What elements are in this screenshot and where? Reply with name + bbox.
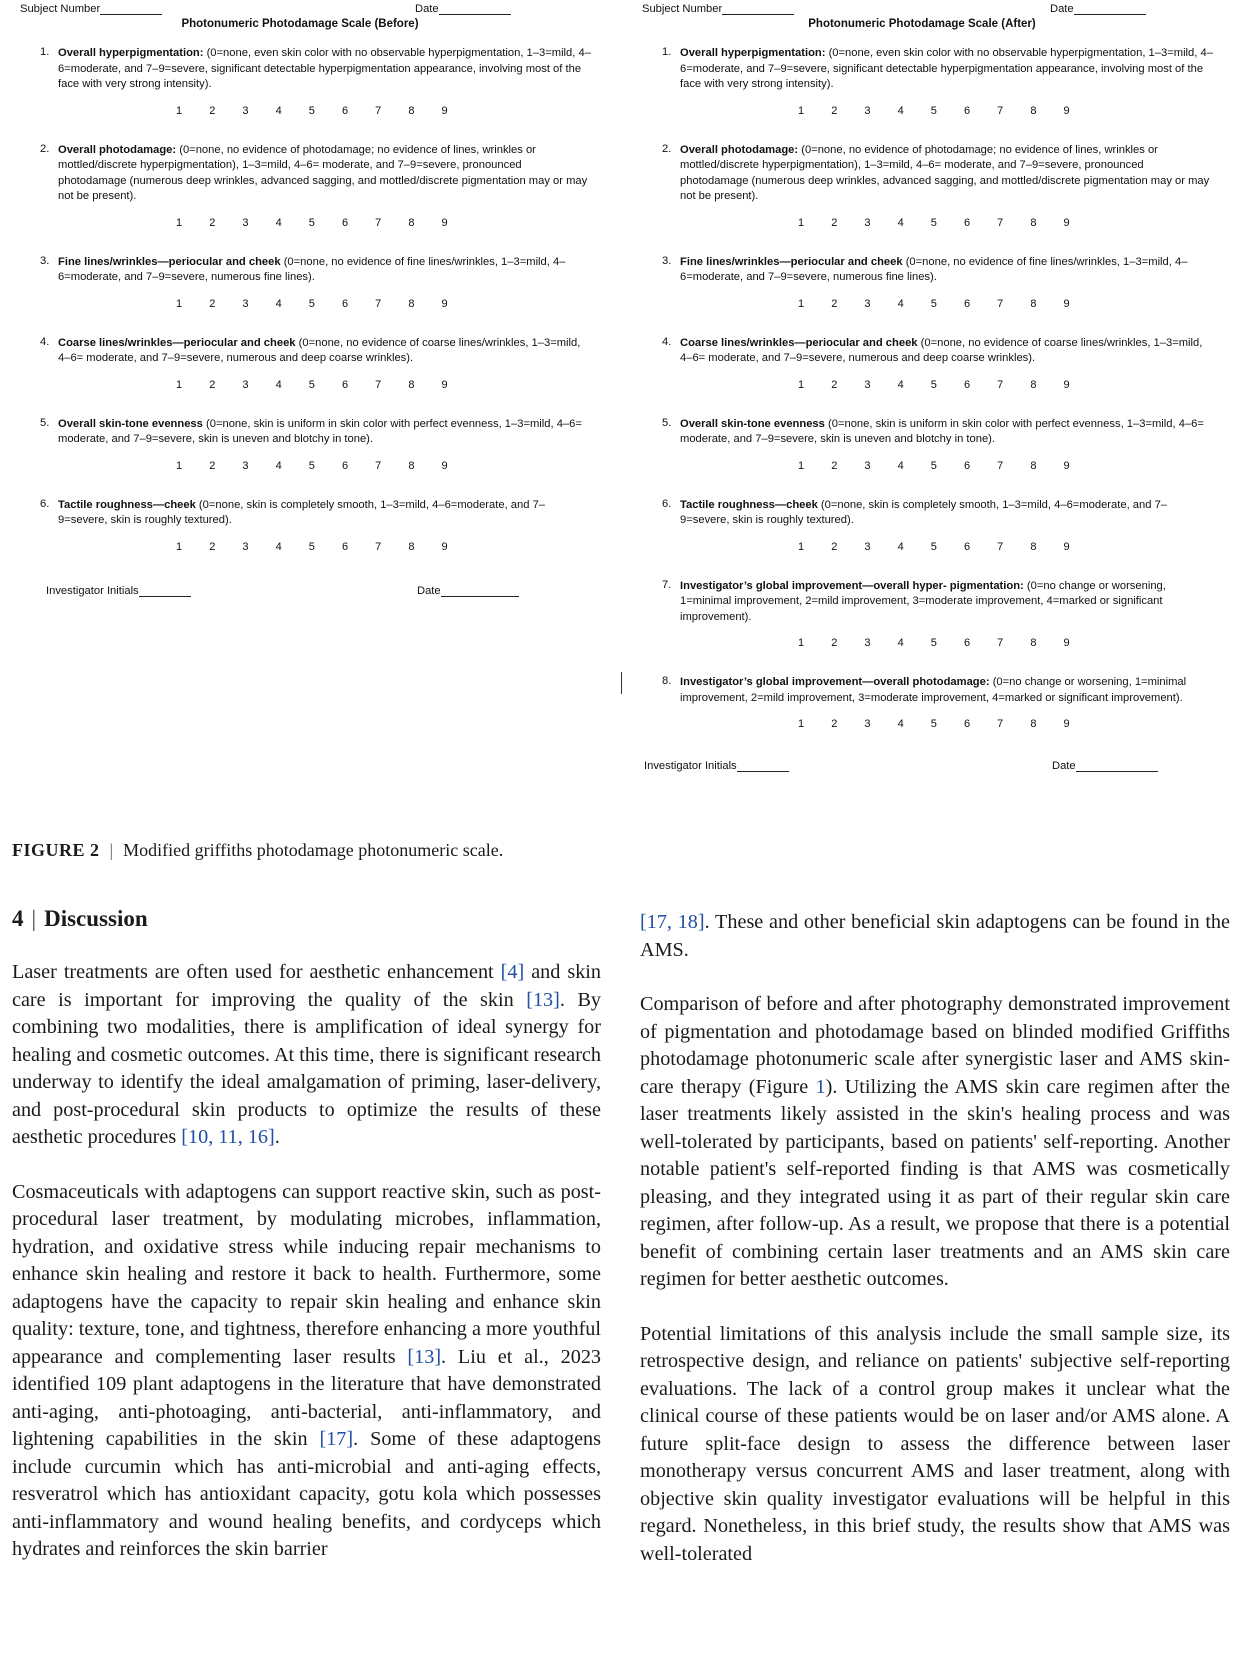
question-description: (0=none, no evidence of fine lines/wrinkles, 1–3=mild, 4–6=moderate, and 7–9=severe, numerous fine lines).: [680, 255, 1188, 283]
scale-option[interactable]: 8: [1030, 637, 1037, 649]
question-item: [20, 498, 610, 553]
scale-option[interactable]: 5: [930, 637, 937, 649]
scale-option[interactable]: 3: [242, 216, 249, 229]
investigator-initials-label: Investigator Initials: [644, 760, 789, 772]
question-label: Fine lines/wrinkles—periocular and cheek: [680, 255, 903, 268]
scale-option[interactable]: 9: [1063, 216, 1070, 229]
paragraph-text: Cosmaceuticals with adaptogens can support reactive skin, such as post-procedural laser treatment, by modulating microbes, inflammation, hydration, and oxidative stress while inducing repair mechanisms to enhance skin healing and restore it back to health. Furthermore, some adaptogens have the capacity to repair skin healing and enhance skin quality: texture, tone, and tightness, therefore enhancing a more youthful appearance and complementing laser results: [12, 1180, 601, 1368]
question-text: [680, 579, 1215, 626]
question-label: Overall hyperpigmentation:: [58, 47, 204, 59]
paragraph-text: . Some of these adaptogens include curcumin which has anti-microbial and anti-aging effects, resveratrol which has antioxidant capacity, gotu kola which possesses anti-inflammatory and wound healing benefits, and cordyceps which hydrates and reinforces the skin barrier: [12, 1428, 602, 1560]
question-item: [642, 675, 1227, 730]
question-item: [20, 46, 610, 117]
scale-option[interactable]: 3: [864, 540, 871, 553]
caption-separator: |: [109, 840, 114, 860]
signature-row: [20, 585, 610, 605]
scale-option[interactable]: 5: [308, 297, 315, 310]
question-description: (0=none, even skin color with no observable hyperpigmentation, 1–3=mild, 4–6=moderate, and 7–9=severe, significant detectable hyperpigmentation appearance, involving most of the face with very strong intensity).: [58, 47, 591, 90]
investigator-initials-label: Investigator Initials: [46, 585, 191, 597]
scale-option[interactable]: 7: [997, 637, 1004, 649]
question-item: [20, 255, 610, 310]
paragraph-text: .: [274, 1126, 280, 1148]
scale-option[interactable]: 7: [375, 378, 382, 391]
scale-option[interactable]: 5: [930, 459, 937, 472]
scale-option[interactable]: 7: [375, 540, 382, 553]
question-number: 1.: [662, 46, 672, 58]
scale-option[interactable]: 1: [798, 718, 805, 730]
scale-option[interactable]: 5: [308, 459, 315, 472]
question-number: 2.: [662, 142, 672, 155]
scale-option[interactable]: 9: [1063, 718, 1070, 730]
scale-option[interactable]: 8: [1030, 459, 1037, 472]
figure-caption: [12, 840, 503, 861]
paragraph-text: and skin care is important for improving the quality of the skin: [12, 961, 601, 1011]
question-number: 6.: [40, 497, 50, 510]
scale-option[interactable]: 2: [831, 718, 838, 730]
question-number: 6.: [662, 497, 672, 510]
question-number: 5.: [662, 416, 672, 429]
scale-option[interactable]: 8: [1030, 378, 1037, 391]
scale-option[interactable]: 7: [375, 297, 382, 310]
question-item: [642, 255, 1227, 310]
scale-option[interactable]: 4: [275, 540, 282, 553]
question-number: 7.: [662, 578, 672, 591]
scale-option[interactable]: 2: [209, 104, 216, 117]
scale-option[interactable]: 3: [242, 297, 249, 310]
scale-option[interactable]: 1: [176, 216, 183, 229]
paragraph-text: . These and other beneficial skin adaptogens can be found in the AMS.: [640, 911, 1230, 961]
scale-option[interactable]: 7: [997, 378, 1004, 391]
scale-option[interactable]: 3: [242, 540, 249, 553]
scale-option[interactable]: 1: [798, 378, 805, 391]
scale-option[interactable]: 5: [930, 216, 937, 229]
scale-option[interactable]: 9: [441, 378, 448, 391]
scale-option[interactable]: 2: [831, 540, 838, 553]
scale-option[interactable]: 4: [897, 637, 904, 649]
scale-option[interactable]: 9: [441, 540, 448, 553]
signature-date-label: Date: [1052, 760, 1158, 772]
scale-option[interactable]: 4: [897, 216, 904, 229]
scale-option[interactable]: 1: [798, 637, 805, 649]
form-header: [642, 0, 1227, 18]
question-number: 4.: [40, 335, 50, 348]
form-after: [642, 0, 1227, 780]
question-description: (0=none, no evidence of coarse lines/wrinkles, 1–3=mild, 4–6= moderate, and 7–9=severe, numerous and deep coarse wrinkles).: [58, 336, 581, 364]
scale-option[interactable]: 1: [798, 540, 805, 553]
scale-option[interactable]: 6: [963, 637, 971, 649]
paragraph: [12, 1179, 601, 1564]
scale-option[interactable]: 3: [864, 637, 871, 649]
scale-option[interactable]: 1: [798, 104, 805, 117]
signature-row: [642, 760, 1227, 780]
scale-option[interactable]: 7: [375, 459, 382, 472]
question-text: [680, 498, 1215, 529]
scale-option[interactable]: 1: [176, 540, 183, 553]
paragraph-text: ). Utilizing the AMS skin care regimen after the laser treatments likely assisted in the skin's healing process and was well-tolerated by participants, based on patients' self-reporting. Another notable patient's self-reported finding is that AMS was cosmetically pleasing, and they integrated using it as part of their regular skin care regimen, after follow-up. As a result, we propose that there is a potential benefit of combining certain laser treatments and an AMS skin care regimen for better aesthetic outcomes.: [640, 1075, 1230, 1290]
scale-option[interactable]: 4: [897, 459, 904, 472]
paragraph: [640, 1321, 1230, 1569]
form-header: [20, 0, 610, 18]
question-description: (0=no change or worsening, 1=minimal improvement, 2=mild improvement, 3=moderate improvement, 4=marked or significant improvement).: [680, 676, 1187, 704]
question-description: (0=none, skin is completely smooth, 1–3=mild, 4–6=moderate, and 7–9=severe, skin is roughly textured).: [680, 498, 1168, 526]
signature-date-label: Date: [417, 585, 519, 597]
question-description: (0=none, even skin color with no observable hyperpigmentation, 1–3=mild, 4–6=moderate, and 7–9=severe, significant detectable hyperpigmentation appearance, involving most of the face with very strong intensity).: [680, 47, 1213, 90]
section-heading: [12, 905, 601, 933]
scale-option[interactable]: 7: [997, 459, 1004, 472]
question-label: Coarse lines/wrinkles—periocular and cheek: [680, 336, 918, 349]
date-label: Date: [415, 3, 511, 15]
question-text: [680, 255, 1215, 286]
scale-option[interactable]: 3: [864, 297, 871, 310]
scale-option[interactable]: 2: [209, 297, 216, 310]
rating-scale: [58, 379, 610, 391]
rating-scale: [680, 541, 1227, 553]
column-divider: [621, 672, 622, 694]
scale-option[interactable]: 1: [798, 459, 805, 472]
question-text: [680, 46, 1215, 93]
question-item: [642, 579, 1227, 650]
scale-option[interactable]: 5: [308, 104, 315, 117]
scale-option[interactable]: 5: [930, 104, 937, 117]
paragraph: [640, 991, 1230, 1294]
rating-scale: [58, 460, 610, 472]
rating-scale: [58, 105, 610, 117]
question-item: [20, 417, 610, 472]
paragraph-text: Potential limitations of this analysis include the small sample size, its retrospective design, and reliance on patients' subjective self-reporting evaluations. The lack of a control group makes it unclear what the clinical course of these patients would be on laser and/or AMS alone. A future split-face design to assess the difference between laser monotherapy versus concurrent AMS and laser treatment, along with objective skin quality investigator evaluations will be helpful in this regard. Nonetheless, in this brief study, the results show that AMS was well-tolerated: [640, 1322, 1230, 1565]
scale-option[interactable]: 9: [1063, 540, 1070, 553]
question-label: Overall photodamage:: [680, 143, 799, 156]
question-item: [642, 417, 1227, 472]
scale-option[interactable]: 7: [997, 104, 1004, 117]
scale-option[interactable]: 5: [930, 540, 937, 553]
scale-option[interactable]: 7: [997, 216, 1004, 229]
scale-option[interactable]: 2: [831, 297, 838, 310]
scale-option[interactable]: 8: [1030, 718, 1037, 730]
scale-option[interactable]: 2: [209, 378, 216, 391]
paragraph-text: . Liu et al., 2023 identified 109 plant adaptogens in the literature that have demonstrated anti-aging, anti-photoaging, anti-bacterial, anti-inflammatory, and lightening capabilities in the skin: [12, 1345, 602, 1450]
scale-option[interactable]: 4: [897, 540, 904, 553]
rating-scale: [680, 379, 1227, 391]
question-label: Investigator’s global improvement—overall hyper- pigmentation:: [680, 579, 1024, 592]
question-description: (0=none, no evidence of coarse lines/wrinkles, 1–3=mild, 4–6= moderate, and 7–9=severe, numerous and deep coarse wrinkles).: [680, 336, 1203, 364]
section-title: Discussion: [44, 906, 148, 931]
scale-option[interactable]: 6: [341, 297, 349, 310]
scale-option[interactable]: 7: [375, 104, 382, 117]
scale-option[interactable]: 6: [341, 104, 349, 117]
figure-label: FIGURE 2: [12, 840, 100, 860]
question-label: Overall skin-tone evenness: [680, 417, 825, 430]
question-item: [642, 143, 1227, 229]
question-text: [680, 143, 1215, 205]
question-text: [58, 46, 593, 93]
question-number: 8.: [662, 675, 672, 687]
scale-option[interactable]: 8: [1030, 216, 1037, 229]
scale-option[interactable]: 3: [864, 216, 871, 229]
scale-option[interactable]: 8: [1030, 297, 1037, 310]
question-label: Tactile roughness—cheek: [58, 498, 196, 511]
scale-option[interactable]: 4: [897, 104, 904, 117]
scale-option[interactable]: 4: [897, 378, 904, 391]
scale-option[interactable]: 3: [864, 459, 871, 472]
scale-option[interactable]: 9: [1063, 378, 1070, 391]
scale-option[interactable]: 5: [308, 216, 315, 229]
scale-option[interactable]: 6: [341, 459, 349, 472]
question-list: [20, 46, 610, 553]
citation-link[interactable]: [10, 11, 16]: [181, 1126, 275, 1148]
scale-option[interactable]: 3: [242, 378, 249, 391]
scale-option[interactable]: 2: [831, 216, 838, 229]
citation-link[interactable]: [17]: [319, 1428, 354, 1450]
date-label: Date: [1050, 3, 1146, 15]
scale-option[interactable]: 5: [930, 297, 937, 310]
question-item: [642, 498, 1227, 553]
scale-option[interactable]: 3: [242, 459, 249, 472]
citation-link[interactable]: [4]: [500, 961, 525, 983]
question-number: 3.: [662, 254, 672, 267]
scale-option[interactable]: 1: [176, 378, 183, 391]
question-text: [680, 675, 1215, 706]
paragraph: [12, 959, 601, 1152]
question-description: (0=none, no evidence of photodamage; no evidence of lines, wrinkles or mottled/discrete hyperpigmentation), 1–3=mild, 4–6= moderate, and 7–9=severe, pronounced photodamage (numerous deep wrinkles, advanced sagging, and mottled/discrete pigmentation may or may not be present).: [680, 143, 1210, 202]
scale-option[interactable]: 2: [831, 378, 838, 391]
scale-option[interactable]: 2: [209, 540, 216, 553]
scale-option[interactable]: 9: [1063, 459, 1070, 472]
scale-option[interactable]: 5: [308, 378, 315, 391]
question-number: 4.: [662, 335, 672, 348]
scale-option[interactable]: 1: [798, 216, 805, 229]
question-item: [642, 46, 1227, 117]
rating-scale: [58, 298, 610, 310]
question-text: [58, 336, 593, 367]
question-text: [58, 498, 593, 529]
scale-option[interactable]: 8: [408, 459, 415, 472]
question-label: Investigator’s global improvement—overall photodamage:: [680, 676, 990, 688]
scale-option[interactable]: 6: [963, 459, 971, 472]
question-number: 3.: [40, 254, 50, 267]
question-label: Tactile roughness—cheek: [680, 498, 818, 511]
scale-option[interactable]: 1: [176, 297, 183, 310]
scale-option[interactable]: 8: [408, 216, 415, 229]
scale-option[interactable]: 6: [341, 378, 349, 391]
subject-number-label: Subject Number: [20, 3, 162, 15]
scale-option[interactable]: 3: [864, 718, 871, 730]
question-item: [20, 336, 610, 391]
scale-option[interactable]: 9: [441, 216, 448, 229]
citation-link[interactable]: [13]: [407, 1345, 442, 1368]
question-text: [58, 255, 593, 286]
scale-option[interactable]: 4: [275, 104, 282, 117]
scale-option[interactable]: 5: [930, 378, 937, 391]
scale-option[interactable]: 6: [963, 540, 971, 553]
scale-option[interactable]: 1: [176, 104, 183, 117]
scale-option[interactable]: 2: [831, 459, 838, 472]
question-text: [680, 336, 1215, 367]
scale-option[interactable]: 3: [864, 104, 871, 117]
scale-option[interactable]: 6: [341, 216, 349, 229]
question-text: [58, 143, 593, 205]
form-title: Photonumeric Photodamage Scale (After): [808, 18, 1036, 30]
scale-option[interactable]: 9: [441, 297, 448, 310]
scale-option[interactable]: 4: [275, 216, 282, 229]
rating-scale: [680, 105, 1227, 117]
scale-option[interactable]: 1: [798, 297, 805, 310]
scale-option[interactable]: 2: [209, 459, 216, 472]
form-title: Photonumeric Photodamage Scale (Before): [181, 18, 419, 30]
scale-option[interactable]: 6: [341, 540, 349, 553]
citation-link[interactable]: 1: [815, 1075, 826, 1098]
scale-option[interactable]: 5: [308, 540, 315, 553]
paragraph-text: Laser treatments are often used for aesthetic enhancement: [12, 961, 501, 983]
rating-scale: [680, 460, 1227, 472]
scale-option[interactable]: 7: [375, 216, 382, 229]
scale-option[interactable]: 9: [441, 104, 448, 117]
subject-number-label: Subject Number: [642, 3, 794, 15]
scale-option[interactable]: 7: [997, 540, 1004, 553]
question-label: Overall hyperpigmentation:: [680, 47, 826, 59]
scale-option[interactable]: 9: [1063, 297, 1070, 310]
scale-option[interactable]: 2: [209, 216, 216, 229]
question-number: 2.: [40, 142, 50, 155]
scale-option[interactable]: 8: [408, 104, 415, 117]
scale-option[interactable]: 8: [1030, 104, 1037, 117]
scale-option[interactable]: 9: [441, 459, 448, 472]
question-label: Coarse lines/wrinkles—periocular and cheek: [58, 336, 296, 349]
scale-option[interactable]: 4: [897, 297, 904, 310]
citation-link[interactable]: [17, 18]: [640, 911, 705, 933]
scale-option[interactable]: 3: [864, 378, 871, 391]
scale-option[interactable]: 4: [275, 378, 282, 391]
left-column: [12, 905, 601, 1591]
scale-option[interactable]: 4: [275, 297, 282, 310]
section-number: 4: [12, 906, 24, 931]
rating-scale: [680, 718, 1227, 730]
scale-option[interactable]: 6: [963, 216, 971, 229]
question-item: [642, 336, 1227, 391]
scale-option[interactable]: 7: [997, 718, 1004, 730]
scale-option[interactable]: 9: [1063, 637, 1070, 649]
scale-option[interactable]: 6: [963, 378, 971, 391]
scale-option[interactable]: 8: [408, 297, 415, 310]
question-description: (0=none, skin is uniform in skin color with perfect evenness, 1–3=mild, 4–6= moderate, and 7–9=severe, skin is uneven and blotchy in tone).: [58, 417, 582, 445]
paragraph: [640, 909, 1230, 964]
question-description: (0=none, skin is completely smooth, 1–3=mild, 4–6=moderate, and 7–9=severe, skin is roughly textured).: [58, 498, 546, 526]
rating-scale: [58, 541, 610, 553]
question-text: [680, 417, 1215, 448]
scale-option[interactable]: 2: [831, 104, 838, 117]
question-text: [58, 417, 593, 448]
scale-option[interactable]: 5: [930, 718, 937, 730]
question-description: (0=no change or worsening, 1=minimal improvement, 2=mild improvement, 3=moderate improvement, 4=marked or significant improvement).: [680, 579, 1166, 623]
scale-option[interactable]: 6: [963, 297, 971, 310]
rating-scale: [680, 298, 1227, 310]
question-label: Overall skin-tone evenness: [58, 417, 203, 430]
question-label: Overall photodamage:: [58, 143, 177, 156]
scale-option[interactable]: 8: [1030, 540, 1037, 553]
scale-option[interactable]: 2: [831, 637, 838, 649]
scale-option[interactable]: 1: [176, 459, 183, 472]
rating-scale: [680, 637, 1227, 649]
question-list: [642, 46, 1227, 730]
heading-separator: |: [31, 906, 37, 931]
paragraph-text: Comparison of before and after photography demonstrated improvement of pigmentation and photodamage based on blinded modified Griffiths photodamage photonumeric scale after synergistic laser and AMS skin-care therapy (Figure: [640, 993, 1230, 1098]
scale-option[interactable]: 6: [963, 104, 971, 117]
rating-scale: [58, 217, 610, 229]
scale-option[interactable]: 9: [1063, 104, 1070, 117]
citation-link[interactable]: [13]: [526, 988, 560, 1011]
scale-option[interactable]: 7: [997, 297, 1004, 310]
question-description: (0=none, no evidence of fine lines/wrinkles, 1–3=mild, 4–6=moderate, and 7–9=severe, numerous fine lines).: [58, 255, 566, 283]
question-description: (0=none, no evidence of photodamage; no evidence of lines, wrinkles or mottled/discrete hyperpigmentation), 1–3=mild, 4–6= moderate, and 7–9=severe, pronounced photodamage (numerous deep wrinkles, advanced sagging, and mottled/discrete pigmentation may or may not be present).: [58, 143, 588, 202]
form-before: [20, 0, 610, 605]
question-item: [20, 143, 610, 229]
right-column: [640, 909, 1230, 1595]
scale-option[interactable]: 8: [408, 540, 415, 553]
scale-option[interactable]: 3: [242, 104, 249, 117]
question-description: (0=none, skin is uniform in skin color with perfect evenness, 1–3=mild, 4–6= moderate, and 7–9=severe, skin is uneven and blotchy in tone).: [680, 417, 1204, 445]
question-number: 1.: [40, 46, 50, 58]
paragraph-text: . By combining two modalities, there is amplification of ideal synergy for healing and cosmetic outcomes. At this time, there is significant research underway to identify the ideal amalgamation of priming, laser-delivery, and post-procedural skin products to optimize the results of these aesthetic procedures: [12, 988, 601, 1148]
scale-option[interactable]: 6: [963, 718, 971, 730]
question-label: Fine lines/wrinkles—periocular and cheek: [58, 255, 281, 268]
rating-scale: [680, 217, 1227, 229]
scale-option[interactable]: 8: [408, 378, 415, 391]
scale-option[interactable]: 4: [897, 718, 904, 730]
caption-text: Modified griffiths photodamage photonumeric scale.: [123, 840, 504, 860]
question-number: 5.: [40, 416, 50, 429]
scale-option[interactable]: 4: [275, 459, 282, 472]
